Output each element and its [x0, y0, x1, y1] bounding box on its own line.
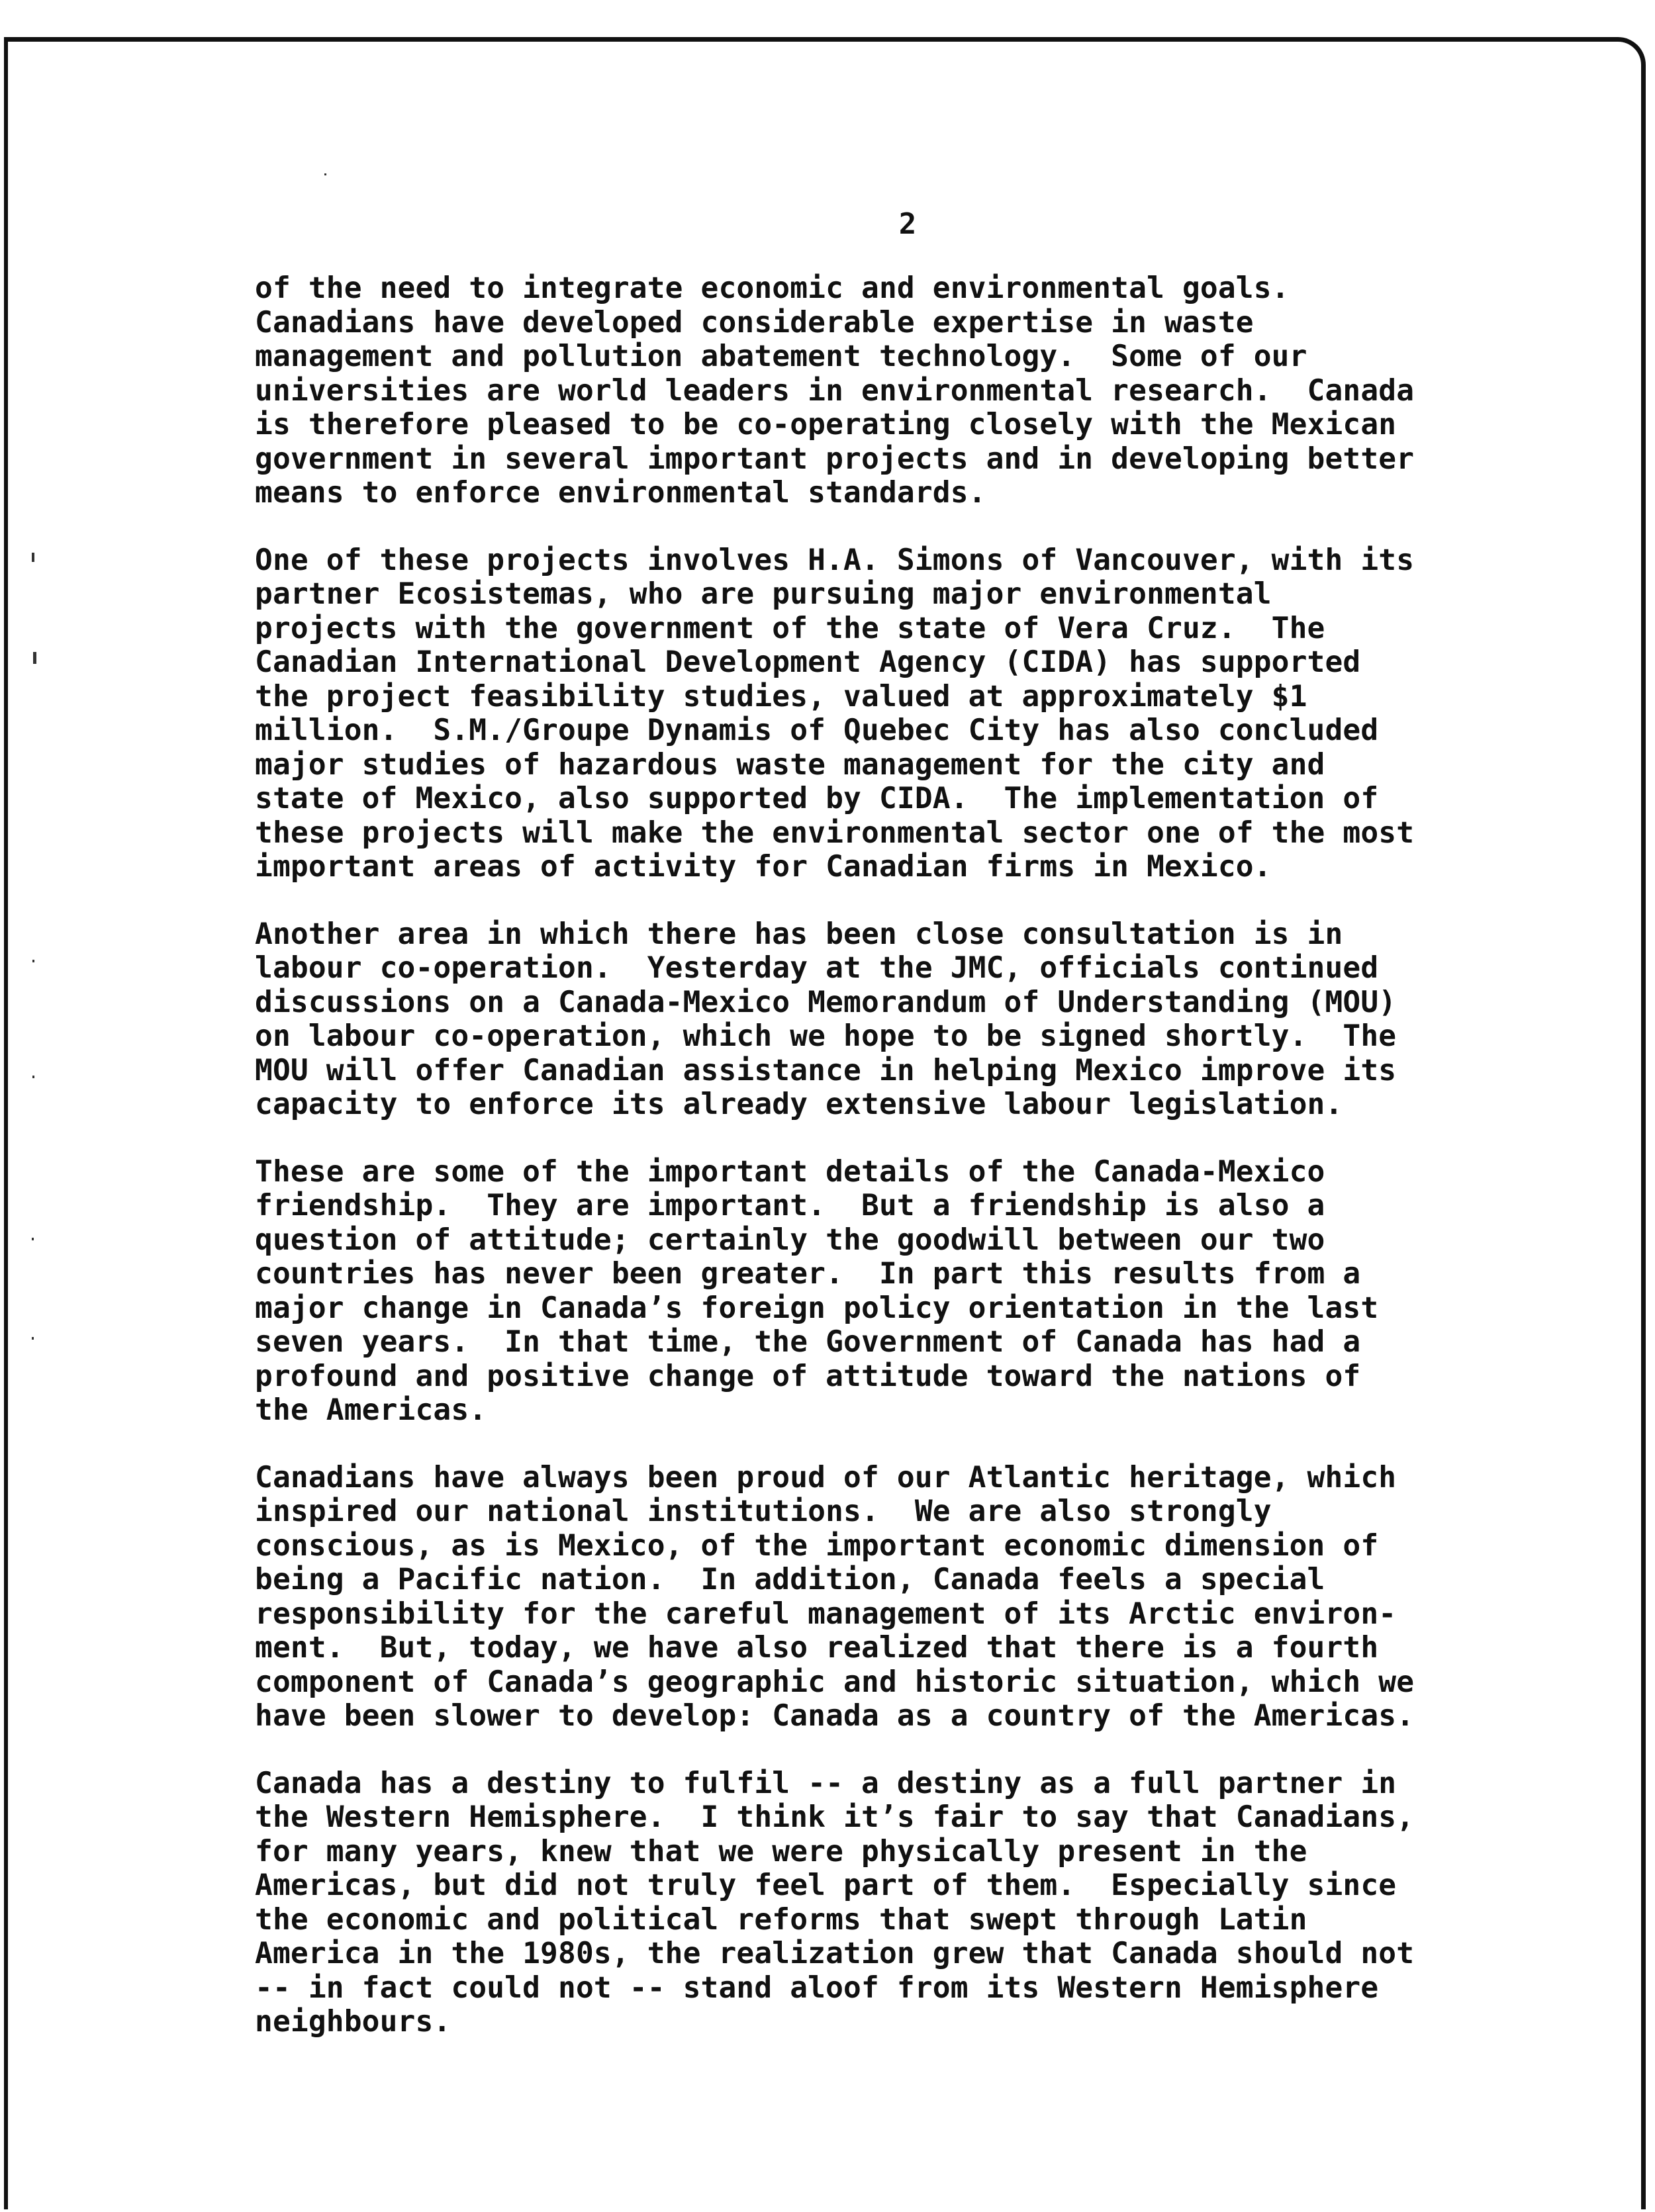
text-line: labour co-operation. Yesterday at the JMC, officials continued [255, 951, 1379, 985]
paragraph [255, 271, 1599, 510]
paragraph [255, 1155, 1599, 1428]
text-line: Canada has a destiny to fulfil -- a destiny as a full partner in [255, 1766, 1397, 1800]
scan-mark [33, 652, 36, 664]
text-line: management and pollution abatement technology. Some of our [255, 340, 1307, 373]
text-line: component of Canada’s geographic and historic situation, which we [255, 1665, 1415, 1699]
text-line: Americas, but did not truly feel part of them. Especially since [255, 1868, 1397, 1902]
text-line: means to enforce environmental standards. [255, 476, 986, 510]
scan-mark [324, 173, 326, 175]
text-line: being a Pacific nation. In addition, Canada feels a special [255, 1563, 1325, 1596]
text-line: government in several important projects and in developing better [255, 441, 1415, 476]
page-number: 2 [898, 207, 917, 241]
text-line: Another area in which there has been close consultation is in [255, 917, 1343, 951]
text-line: Canadian International Development Agency (CIDA) has supported [255, 645, 1361, 679]
document-body [255, 271, 1599, 2072]
text-line: Canadians have developed considerable expertise in waste [255, 305, 1254, 340]
text-line: capacity to enforce its already extensive labour legislation. [255, 1087, 1343, 1121]
text-line: These are some of the important details of the Canada-Mexico [255, 1154, 1325, 1189]
text-line: friendship. They are important. But a friendship is also a [255, 1189, 1325, 1222]
text-line: discussions on a Canada-Mexico Memorandum of Understanding (MOU) [255, 985, 1397, 1019]
text-line: question of attitude; certainly the goodwill between our two [255, 1222, 1325, 1257]
paragraph [255, 1767, 1599, 2039]
text-line: have been slower to develop: Canada as a country of the Americas. [255, 1699, 1415, 1733]
text-line: America in the 1980s, the realization grew that Canada should not [255, 1937, 1415, 1970]
text-line: -- in fact could not -- stand aloof from its Western Hemisphere [255, 1970, 1379, 2005]
text-line: neighbours. [255, 2005, 451, 2039]
text-line: Canadians have always been proud of our Atlantic heritage, which [255, 1460, 1397, 1495]
paragraph [255, 543, 1599, 884]
scan-mark [32, 960, 34, 962]
text-line: seven years. In that time, the Government of Canada has had a [255, 1325, 1361, 1359]
text-line: is therefore pleased to be co-operating closely with the Mexican [255, 408, 1397, 441]
scan-mark [32, 1076, 34, 1078]
text-line: projects with the government of the state of Vera Cruz. The [255, 611, 1325, 645]
text-line: on labour co-operation, which we hope to be signed shortly. The [255, 1019, 1397, 1053]
text-line: conscious, as is Mexico, of the important economic dimension of [255, 1528, 1379, 1563]
text-line: universities are world leaders in environmental research. Canada [255, 373, 1415, 408]
text-line: partner Ecosistemas, who are pursuing major environmental [255, 577, 1272, 611]
text-line: profound and positive change of attitude toward the nations of [255, 1359, 1361, 1393]
text-line: the Americas. [255, 1393, 487, 1427]
text-line: for many years, knew that we were physically present in the [255, 1834, 1307, 1868]
scan-mark [32, 1337, 34, 1340]
text-line: MOU will offer Canadian assistance in helping Mexico improve its [255, 1053, 1397, 1087]
text-line: responsibility for the careful management of its Arctic environ- [255, 1596, 1397, 1631]
text-line: major change in Canada’s foreign policy orientation in the last [255, 1291, 1379, 1325]
text-line: the project feasibility studies, valued at approximately $1 [255, 679, 1307, 714]
text-line: the Western Hemisphere. I think it’s fair to say that Canadians, [255, 1800, 1415, 1834]
text-line: million. S.M./Groupe Dynamis of Quebec City has also concluded [255, 714, 1379, 747]
text-line: inspired our national institutions. We are also strongly [255, 1495, 1272, 1528]
paragraph [255, 917, 1599, 1122]
text-line: major studies of hazardous waste management for the city and [255, 747, 1325, 782]
scan-mark [32, 1238, 34, 1240]
text-line: of the need to integrate economic and environmental goals. [255, 271, 1290, 305]
paragraph [255, 1461, 1599, 1733]
text-line: these projects will make the environmental sector one of the most [255, 815, 1415, 850]
text-line: countries has never been greater. In part this results from a [255, 1257, 1361, 1291]
text-line: One of these projects involves H.A. Simons of Vancouver, with its [255, 543, 1415, 577]
text-line: important areas of activity for Canadian firms in Mexico. [255, 850, 1272, 884]
text-line: the economic and political reforms that swept through Latin [255, 1902, 1307, 1937]
text-line: state of Mexico, also supported by CIDA. The implementation of [255, 782, 1379, 815]
scan-mark [32, 553, 34, 562]
text-line: ment. But, today, we have also realized that there is a fourth [255, 1631, 1379, 1665]
